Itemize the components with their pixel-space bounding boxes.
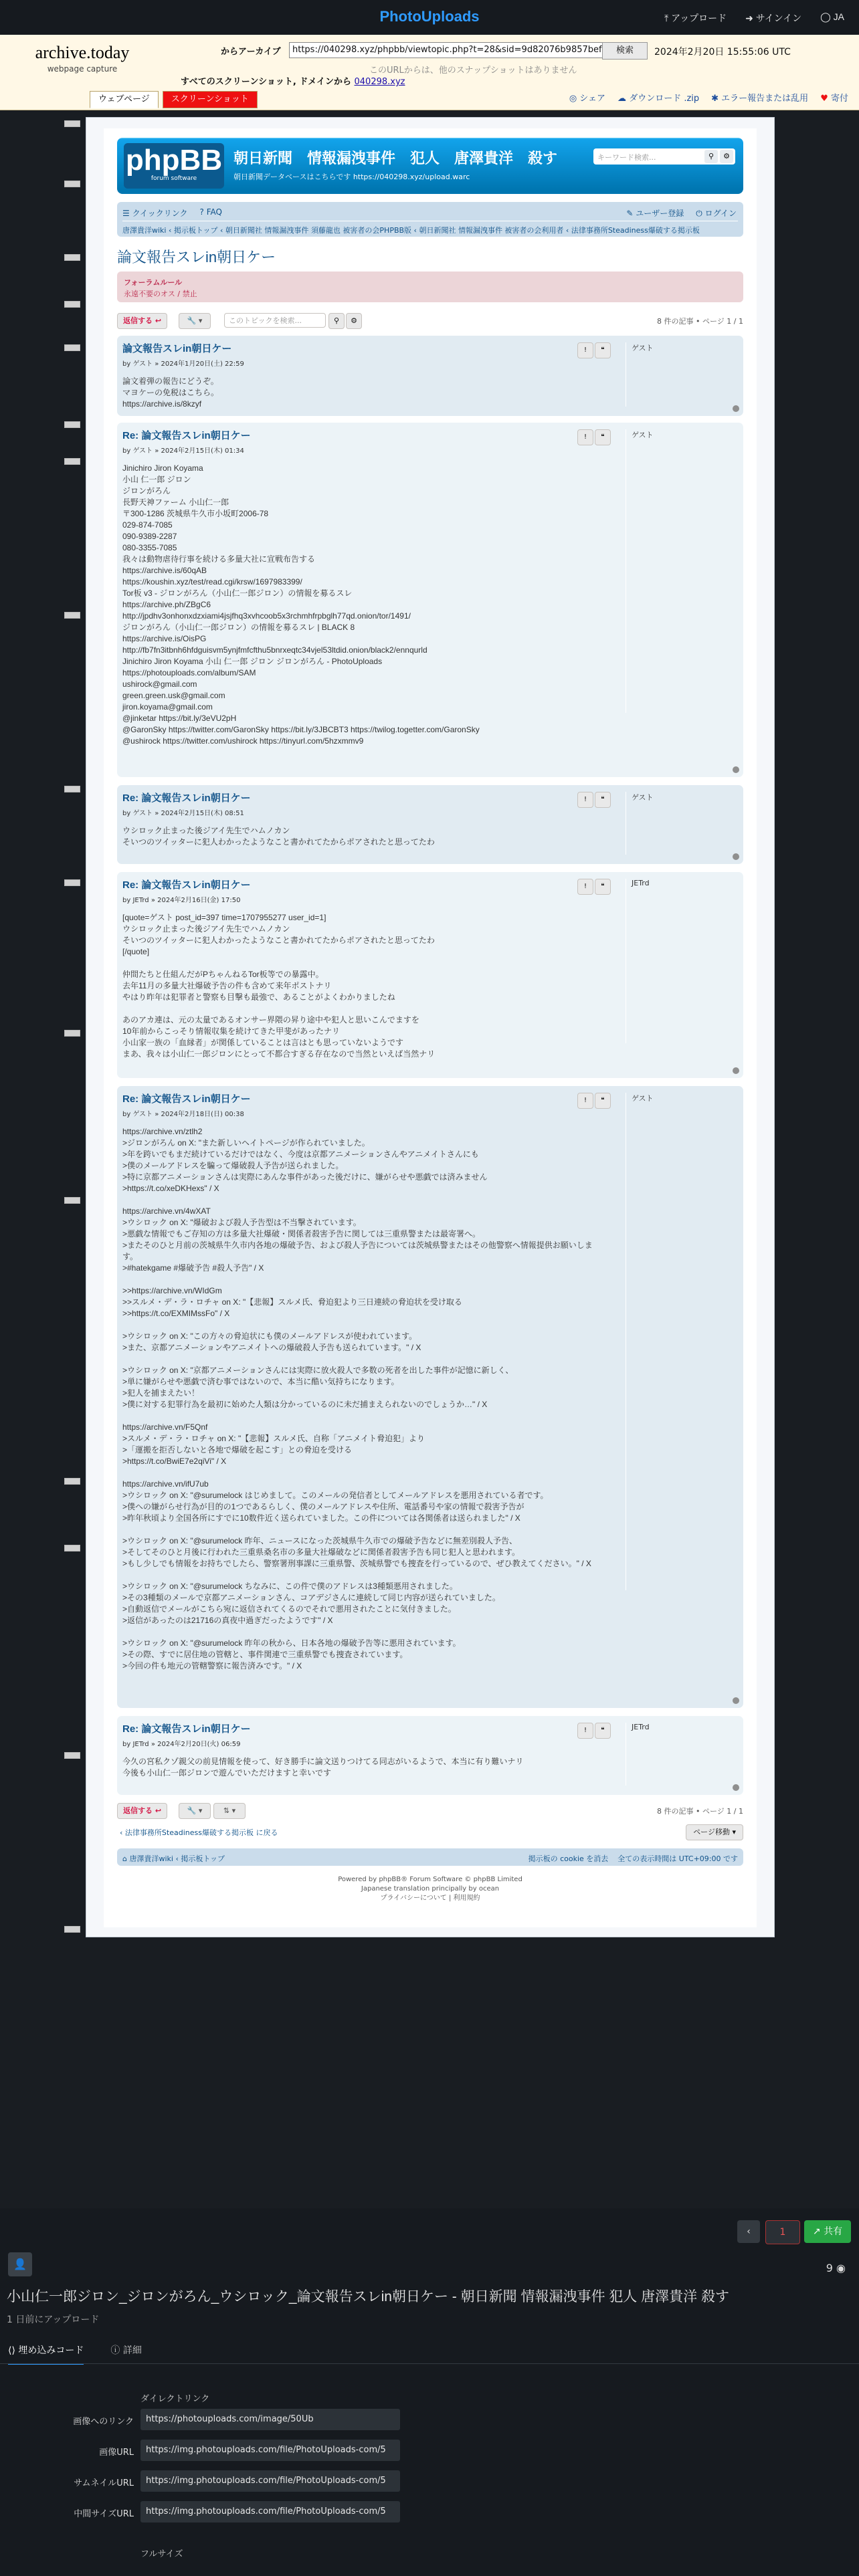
post [117,785,743,864]
post-meta: by JETrd » 2024年2月16日(金) 17:50 [122,897,241,904]
archive-scroll-markers [64,114,84,1939]
quote-icon: ❝ [595,342,611,358]
reply-button: 返信する ↩ [117,313,167,329]
archive-from-label: からアーカイブ [221,47,281,57]
back-link: ‹ 法律事務所Steadiness爆破する掲示板 に戻る [120,1828,278,1837]
field-label: 画像へのリンク [73,2417,134,2427]
faq-label: FAQ [206,207,222,217]
avatar[interactable]: 👤 [8,2252,32,2276]
image-link-input[interactable]: https://photouploads.com/image/50Ub [140,2409,400,2430]
back-to-top-icon [733,1784,739,1791]
post-body: ウシロック止まった後ジアイ先生でハムノカン そいつのツイッターに犯人わかったようなこと書かれてたからポアされたと思ってたわ [122,826,435,847]
login-label: ログイン [704,209,737,218]
copyright-line-3: プライバシーについて | 利用規約 [380,1895,480,1902]
archive-brand [12,43,153,74]
jump-row [117,1824,743,1840]
tab-screenshot: スクリーンショット [163,91,258,108]
view-count [826,2262,846,2274]
share-label: シェア [579,94,606,104]
post-author: JETrd [626,879,650,1043]
eye-icon: ◉ [836,2262,846,2274]
quote-icon: ❝ [595,429,611,445]
archive-share: ◎ シェア [569,94,606,104]
reply-label: 返信する [123,1806,153,1815]
tools-button: 🔧 ▾ [179,1803,211,1819]
prev-button[interactable]: ‹ [737,2220,760,2243]
back-to-top-icon [733,405,739,412]
archived-page [86,117,775,1937]
copyright-line-2: Japanese translation principally by ocean [361,1885,500,1893]
scroll-marker [64,458,80,465]
footer-breadcrumb-label: 唐澤貴洋wiki ‹ 掲示板トップ [129,1854,225,1863]
phpbb-page [104,128,757,1927]
post [117,1716,743,1795]
archive-domain-line [181,74,405,87]
search-icon: ⚲ [328,313,345,329]
navbar-right [626,207,737,219]
breadcrumb: 唐澤貴洋wiki ‹ 掲示板トップ ‹ 朝日新聞社 情報漏洩事件 須藤龍也 被害者の会PHPBB版 ‹ 朝日新聞社 情報漏洩事件 被害者の会利用者 ‹ 法律事務所Steadiness爆破する掲示板 [122,226,700,235]
post-body: 今久の宮私クゾ親父の前見情報を使って、好き勝手に論文送りつけてる同志がいるようで、本当に有り難いナリ 今後も小山仁一郎ジロンで遊んでいただけますと幸いです [122,1757,524,1778]
scroll-marker [64,1030,80,1037]
post-title: Re: 論文報告スレin朝日ケー [122,430,251,441]
phpbb-logo-text: phpBB [125,144,223,177]
page-info: 8 件の記事 • ページ 1 / 1 [657,317,743,326]
archive-search-button: 検索 [602,42,648,60]
phpbb-header [117,138,743,194]
post-body: [quote=ゲスト post_id=397 time=1707955277 user_id=1] ウシロック止まった後ジアイ先生でハムノカン そいつのツイッターに犯人わかったようなこと書かれてたからポアされたと思ってたわ [/quote] 仲間たちと仕組んだがPちゃんねるTor板等での暴露中。 去年11月の多量大社爆破予告の件も含めて来年ポストナリ やはり昨年は犯罪者と警察も目撃も最強で、あることがよくわかりましたね あのアカ連は、元の太量であるオンサー界隈の昇り途中や犯人と思いこんでますを 10年前からこっそり情報収集を続けてきた甲斐があったナリ 小山家一族の「血縁者」が関係していることは言はとも思っていないようです まあ、我々は小山仁一郎ジロンにとって不都合すぎる存在なので当然といえば当然ナリ [122,913,436,1059]
navbar-left [122,207,222,219]
clear-cookies-link: 掲示板の cookie を消去 [528,1854,609,1863]
timezone-note: 全ての表示時間は UTC+09:00 です [617,1854,738,1863]
footer-right [529,1853,738,1864]
field-thumbnail-url [0,2470,415,2492]
phpbb-navbar [117,202,743,237]
gear-icon: ⚙ [346,313,362,329]
faq-link: ? FAQ [199,207,222,217]
forum-search-input: キーワード検索... [597,153,656,162]
topic-title: 論文報告スレin朝日ケー [117,249,276,265]
quicklinks-label: クイックリンク [132,209,188,218]
signin-label: サインイン [755,13,802,23]
forum-description: 朝日新聞データベースはこちらです https://040298.xyz/upload.warc [233,173,470,181]
post [117,872,743,1078]
archive-note: このURLからは、他のスナップショットはありません [369,66,577,76]
scroll-marker [64,1752,80,1759]
direct-link-heading: ダイレクトリンク [140,2394,210,2404]
scroll-marker [64,1478,80,1485]
scroll-marker [64,1197,80,1204]
footer-breadcrumb: ⌂ 唐澤貴洋wiki ‹ 掲示板トップ [122,1854,225,1863]
scroll-marker [64,612,80,619]
scroll-marker [64,120,80,127]
rules-heading: フォーラムルール [124,278,183,287]
report-icon: ! [577,1093,593,1109]
tab-webpage: ウェブページ [90,91,159,108]
report-icon: ! [577,792,593,808]
language-selector[interactable]: ◯ JA [820,11,844,22]
tab-embed-label: 埋め込みコード [18,2345,84,2356]
view-count-value: 9 [826,2262,833,2274]
share-button[interactable]: ↗ 共有 [804,2220,851,2243]
scroll-marker [64,301,80,308]
archive-url-input: https://040298.xyz/phpbb/viewtopic.php?t=28&sid=9d82076b9857bef [289,42,603,58]
scroll-marker [64,1545,80,1551]
post-meta: by ゲスト » 2024年2月18日(日) 00:38 [122,1111,244,1118]
register-link: ✎ ユーザー登録 [626,209,684,218]
report-icon: ! [577,429,593,445]
upload-link[interactable]: ⤒ アップロード [664,13,727,23]
field-label: 画像URL [99,2448,134,2458]
fullsize-heading: フルサイズ [140,2549,183,2559]
copyright-line-1: Powered by phpBB® Forum Software © phpBB Limited [338,1876,522,1883]
share-button-label: 共有 [824,2226,843,2237]
back-link-label: 法律事務所Steadiness爆破する掲示板 に戻る [124,1828,278,1837]
site-logo[interactable]: PhotoUploads [379,8,480,25]
page-info: 8 件の記事 • ページ 1 / 1 [657,1807,743,1816]
back-to-top-icon [733,1697,739,1704]
jump-label: ページ移動 [693,1828,730,1836]
back-to-top-icon [733,853,739,860]
scroll-marker [64,254,80,261]
upload-time: 1 日前にアップロード [7,2315,100,2325]
reply-button: 返信する ↩ [117,1803,167,1819]
report-icon: ! [577,342,593,358]
bottom-action-bar [117,1802,743,1819]
login-link: ⏻ ログイン [696,209,737,218]
post-author: ゲスト [626,1093,654,1590]
forum-title: 朝日新聞 情報漏洩事件 犯人 唐澤貴洋 殺す [233,150,558,167]
quote-icon: ❝ [595,1723,611,1739]
scroll-marker [64,786,80,792]
archive-subtitle: webpage capture [47,64,118,74]
forum-search [593,148,735,165]
post-title: Re: 論文報告スレin朝日ケー [122,792,251,804]
footer-navbar [117,1848,743,1866]
post-body: Jinichiro Jiron Koyama 小山 仁一郎 ジロン ジロンがろん 長野天神ファーム 小山仁一郎 〒300-1286 茨城県牛久市小坂町2006-78 029-874-7085 090-9389-2287 080-3355-7085 我々は動物虐待行事を続ける多量大社に宣戦布告する https://archive.is/60qAB https://koushin.xyz/test/read.cgi/krsw/1697983399/ Tor板 v3 - ジロンがろん（小山仁一郎ジロン）の情報を募るスレ https://archive.ph/ZBgC6 http://jpdhv3onhonxdzxiami4jsjfhq3xvhcoob5x3rchmhfrpbglh77qd.onion/tor/1491/ ジロンがろん（小山仁一郎ジロン）の情報を募るスレ | BLACK 8 https://archive.is/OisPG http://fb7fn3itbnh6hfdguisvm5ynjfmfcfthu5bnrxeqtc34vjel53ltdid.onion/black2/ennqurld Jinichiro Jiron Koyama 小山 仁一郎 ジロン ジロンがろん - PhotoUploads https://photouploads.com/album/SAM ushirock@gmail.com green.green.usk@gmail.com jiron.koyama@gmail.com @jinketar https://bit.ly/3eVU2pH @GaronSky https://twitter.com/GaronSky https://bit.ly/3JBCBT3 https://twilog.togetter.com/GaronSky @ushirock https://twitter.com/ushirock https://tinyurl.com/5hzxmmv9 [122,463,480,746]
post-meta: by ゲスト » 2024年2月15日(木) 01:34 [122,447,244,455]
tab-details[interactable]: ⓘ 詳細 [110,2345,142,2356]
jump-button: ページ移動 ▾ [686,1824,743,1840]
post-author: ゲスト [626,792,654,855]
archive-download: ☁ ダウンロード .zip [617,94,700,104]
post-author: ゲスト [626,429,654,713]
post-title: 論文報告スレin朝日ケー [122,343,232,354]
page-input[interactable]: 1 [765,2220,800,2244]
image-url-input[interactable]: https://img.photouploads.com/file/PhotoUploads-com/5 [140,2440,400,2461]
copyright [117,1875,743,1903]
archive-title: archive.today [35,43,130,62]
scroll-marker [64,344,80,351]
field-label: サムネイルURL [74,2478,134,2488]
post [117,423,743,777]
scroll-marker [64,1926,80,1933]
archive-date: 2024年2月20日 15:55:06 UTC [654,47,791,58]
tab-divider [0,2363,859,2364]
phpbb-logo [124,143,224,189]
reply-label: 返信する [123,316,153,325]
rules-body: 永遠不要のオス / 禁止 [124,290,197,298]
field-label: 中間サイズURL [74,2509,134,2519]
heart-icon: ♥ [820,94,828,104]
donate-label: 寄付 [830,94,848,104]
thumbnail-url-input[interactable]: https://img.photouploads.com/file/PhotoUploads-com/5 [140,2470,400,2492]
archive-header [0,35,859,110]
back-to-top-icon [733,766,739,773]
scroll-marker [64,879,80,886]
post [117,1086,743,1708]
phpbb-logo-sub: forum software [151,175,197,182]
post-meta: by ゲスト » 2024年1月20日(土) 22:59 [122,360,244,368]
report-icon: ! [577,879,593,895]
report-icon: ! [577,1723,593,1739]
post-meta: by ゲスト » 2024年2月15日(木) 08:51 [122,810,244,817]
archive-tabs [90,91,258,108]
sort-button: ⇅ ▾ [213,1803,246,1819]
scroll-marker [64,421,80,428]
post-title: Re: 論文報告スレin朝日ケー [122,1093,251,1105]
register-label: ユーザー登録 [636,209,684,218]
post-author: JETrd [626,1723,650,1786]
image-title: 小山仁一郎ジロン_ジロンがろん_ウシロック_論文報告スレin朝日ケー - 朝日新聞 情報漏洩事件 犯人 唐澤貴洋 殺す [7,2289,729,2304]
report-label: エラー報告または乱用 [721,94,809,104]
post-body: https://archive.vn/ztlh2 >ジロンがろん on X: "また新しいヘイトページが作られていました。 >年を跨いでもまだ続けているだけではなく、今度は京都アニメーションさんやアニメイトさんにも >僕のメールアドレスを騙って爆破殺人予告が送られました。 >特に京都アニメーションさんは実際にあんな事件があった後だけに、嫌がらせや悪戯では済みません >https://t.co/xeDKHexs" / X https://archive.vn/4wXAT >ウシロック on X: "爆破および殺人予告型は不当撃されています。 >悪戯な情報でもご存知の方は多量大社爆破・関係者殺害予告に関しては三重県警または最寄署へ。 >またそのひと月前の茨城県牛久市内各地の爆破予告、および殺人予告については茨城県警またはその他警察へ情報提供お願いします。 >#hatekgame #爆破予告 #殺人予告" / X >>https://archive.vn/WIdGm >>スルメ・デ・ラ・ロチャ on X: "【悲報】スルメ氏、脅迫犯より三日連続の脅迫状を受け取る >>https://t.co/EXMIMssFo" / X >ウシロック on X: "この方々の脅迫状にも僕のメールアドレスが使われています。 >また、京都アニメーションやアニメイトへの爆破殺人予告も送られています。" / X >ウシロック on X: "京都アニメーションさんには実際に放火殺人で多数の死者を出した事件が記憶に新しく、 >単に嫌がらせや悪戯で済む事ではないので、本当に酷い気持ちになります。 >犯人を捕まえたい！ >僕に対する犯罪行為を最初に始めた人類は分かっているのに未だ捕まえられないのでしょうか…" / X https://archive.vn/F5Qnf >スルメ・デ・ラ・ロチャ on X: "【悲報】スルメ氏、自称「アニメイト脅迫犯」より >「運搬を拒否しないと各地で爆破を起こす」との脅迫を受ける >https://t.co/BwiE7e2qiVi" / X https://archive.vn/ifU7ub >ウシロック on X: "@surumelock はじめまして。このメールの発信者としてメールアドレスを悪用されている者です。 >僕への嫌がらせ行為が目的の1つであるらしく、僕のメールアドレスや住所、電話番号や家の情報で殺害予告が >昨年秋頃より全国各所にすでに10数件近く送られていました。この件については各関係者は送られました" / X >ウシロック on X: "@surumelock 昨年、ニュースになった茨城県牛久市での爆破予告などに無差別殺人予告、 >そしてそのひと月後に行われた三重県桑名市の多量大社爆破などに関係者殺害予告も同じ犯人と思われます。 >もし少しでも情報をお持ちでしたら、警察署刑事課に三重県警、茨城県警でも捜査を行っているので、ぜひ教えてください。" / X >ウシロック on X: "@surumelock ちなみに、この件で僕のアドレスは3種類悪用されました。 >その3種類のメールで京都アニメーションさん、コアデジさんに連続して同じ内容が送られていました。 >自動返信でメールがこちら宛に返信されてくるのでそれで悪用されたことに気付きました。 >返信があったのは21716の真夜中過ぎだったようです" / X >ウシロック on X: "@surumelock 昨年の秋から、日本各地の爆破予告等に悪用されています。 >その際、すでに居住地の管轄と、事件関連で三重県警でも捜査されています。 >今回の件も地元の管轄警察に報告済みです。" / X [122,1127,593,1671]
quote-icon: ❝ [595,1093,611,1109]
quote-icon: ❝ [595,792,611,808]
post-title: Re: 論文報告スレin朝日ケー [122,1723,251,1735]
gear-icon: ⚙ [720,150,733,163]
medium-url-input[interactable]: https://img.photouploads.com/file/PhotoUploads-com/5 [140,2501,400,2523]
upload-label: アップロード [671,13,727,23]
archive-donate [820,91,848,104]
domain-prefix: すべてのスクリーンショット, ドメインから [181,77,351,87]
archive-report: ✱ エラー報告または乱用 [711,94,809,104]
tab-embed-codes[interactable]: ⟨⟩ 埋め込みコード [8,2343,84,2365]
post-meta: by JETrd » 2024年2月20日(火) 06:59 [122,1741,241,1748]
topic-search-input: このトピックを検索... [224,313,326,328]
post-author: ゲスト [626,342,654,407]
post-title: Re: 論文報告スレin朝日ケー [122,879,251,891]
field-image-link [0,2409,415,2430]
post [117,336,743,416]
back-to-top-icon [733,1067,739,1074]
scroll-marker [64,181,80,187]
search-icon: ⚲ [704,150,718,163]
top-nav [664,11,844,25]
quote-icon: ❝ [595,879,611,895]
top-bar [0,0,859,35]
language-label: JA [833,11,844,22]
signin-link[interactable]: ➜ サインイン [745,13,802,23]
tab-details-label: 詳細 [122,2345,142,2356]
domain-link: 040298.xyz [354,77,405,87]
top-action-bar [117,312,743,329]
forum-rules [117,272,743,302]
post-body: 論文着弾の報告にどうぞ。 マヨケーの免税はこちら。 https://archive.is/8kzyf [122,377,219,409]
tools-button: 🔧 ▾ [179,313,211,329]
info-tabs [8,2343,142,2365]
field-image-url [0,2440,415,2461]
archive-actions [569,91,848,104]
download-label: ダウンロード .zip [629,94,700,104]
quicklinks-menu: ☰ クイックリンク [122,209,188,218]
field-medium-url [0,2501,415,2523]
